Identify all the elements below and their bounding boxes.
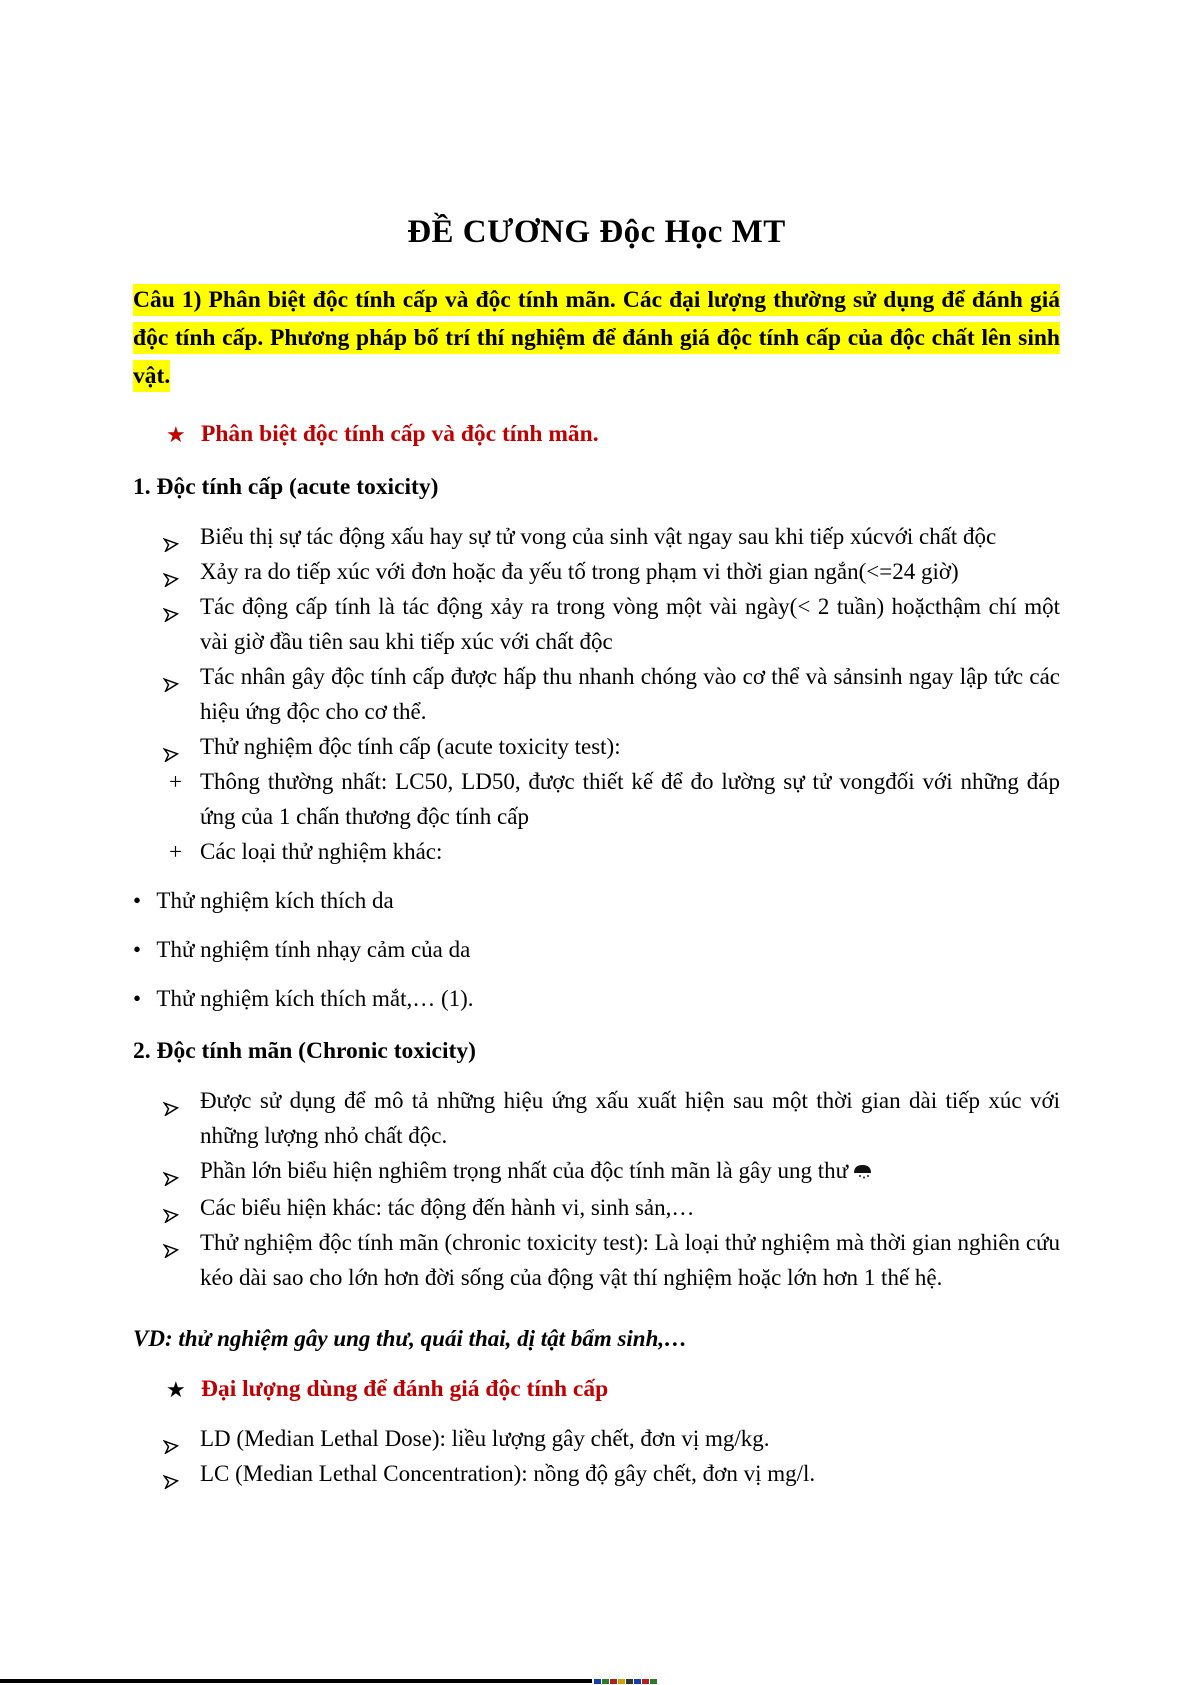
- arrow-bullet-icon: [163, 597, 179, 632]
- arrow-bullet-icon: [163, 1233, 179, 1268]
- list-item-text: Phần lớn biểu hiện nghiêm trọng nhất của độc tính mãn là gây ung thư: [200, 1158, 849, 1183]
- list-item: [133, 932, 1060, 967]
- plus-bullet: +: [169, 839, 182, 864]
- list-item: [133, 764, 1060, 834]
- dot-bullet: •: [133, 888, 142, 913]
- list-item-text: Thử nghiệm tính nhạy cảm của da: [156, 937, 471, 962]
- star-heading-measures-label: Đại lượng dùng để đánh giá độc tính cấp: [201, 1376, 609, 1402]
- arrow-bullet-icon: [163, 667, 179, 702]
- dot-bullet: •: [133, 986, 142, 1011]
- list-item-text: Thử nghiệm độc tính cấp (acute toxicity test):: [200, 734, 621, 759]
- star-heading-compare-label: Phân biệt độc tính cấp và độc tính mãn.: [201, 421, 599, 447]
- section-1-heading: 1. Độc tính cấp (acute toxicity): [133, 474, 439, 500]
- list-item: [133, 1190, 1060, 1225]
- list-item: [133, 1083, 1060, 1153]
- star-heading-compare: [133, 417, 1060, 452]
- list-item: [133, 554, 1060, 589]
- watermark-pixels: [594, 1679, 658, 1684]
- list-item-text: Thử nghiệm kích thích da: [156, 888, 394, 913]
- rain-cloud-icon: [852, 1155, 874, 1190]
- question-highlight-text: Câu 1) Phân biệt độc tính cấp và độc tính mãn. Các đại lượng thường sử dụng để đánh giá độc tính cấp. Phương pháp bố trí thí nghiệm để đánh giá độc tính cấp của độc chất lên sinh vật.: [133, 284, 1060, 392]
- arrow-bullet-icon: [163, 1464, 179, 1499]
- list-item-text: Thông thường nhất: LC50, LD50, được thiết kế để đo lường sự tử vongđối với những đáp ứng của 1 chấn thương độc tính cấp: [200, 769, 1060, 829]
- list-item: [133, 981, 1060, 1016]
- list-item: [133, 1225, 1060, 1295]
- list-item-text: LD (Median Lethal Dose): liều lượng gây chết, đơn vị mg/kg.: [200, 1426, 770, 1451]
- list-item: [133, 883, 1060, 918]
- list-item: [133, 1153, 1060, 1190]
- list-item-text: Tác động cấp tính là tác động xảy ra trong vòng một vài ngày(< 2 tuần) hoặcthậm chí một vài giờ đầu tiên sau khi tiếp xúc với chất độc: [200, 594, 1060, 654]
- list-item: [133, 834, 1060, 869]
- question-paragraph: [133, 281, 1060, 395]
- list-item: [133, 1456, 1060, 1491]
- list-item-text: Biểu thị sự tác động xấu hay sự tử vong của sinh vật ngay sau khi tiếp xúcvới chất độc: [200, 524, 997, 549]
- example-note: VD: thử nghiệm gây ung thư, quái thai, dị tật bẩm sinh,…: [133, 1326, 688, 1351]
- plus-bullet: +: [169, 769, 182, 794]
- footer-divider-line: [0, 1679, 592, 1683]
- list-item: [133, 659, 1060, 729]
- star-icon: ★: [166, 423, 186, 448]
- list-item: [133, 519, 1060, 554]
- list-item-text: Thử nghiệm kích thích mắt,… (1).: [156, 986, 474, 1011]
- list-item-text: LC (Median Lethal Concentration): nồng độ gây chết, đơn vị mg/l.: [200, 1461, 816, 1486]
- page-title: ĐỀ CƯƠNG Độc Học MT: [407, 214, 786, 250]
- list-item: [133, 729, 1060, 764]
- list-item: [133, 1421, 1060, 1456]
- list-item-text: Được sử dụng để mô tả những hiệu ứng xấu xuất hiện sau một thời gian dài tiếp xúc với những lượng nhỏ chất độc.: [200, 1088, 1060, 1148]
- arrow-bullet-icon: [163, 1091, 179, 1126]
- list-item: [133, 589, 1060, 659]
- list-item-text: Tác nhân gây độc tính cấp được hấp thu nhanh chóng vào cơ thể và sảnsinh ngay lập tức các hiệu ứng độc cho cơ thể.: [200, 664, 1060, 724]
- section-2-heading: 2. Độc tính mãn (Chronic toxicity): [133, 1038, 476, 1064]
- list-item-text: Thử nghiệm độc tính mãn (chronic toxicity test): Là loại thử nghiệm mà thời gian nghiên cứu kéo dài sao cho lớn hơn đời sống của động vật thí nghiệm hoặc lớn hơn 1 thế hệ.: [200, 1230, 1060, 1290]
- star-icon: ★: [166, 1378, 186, 1403]
- list-item-text: Các biểu hiện khác: tác động đến hành vi, sinh sản,…: [200, 1195, 695, 1220]
- dot-bullet: •: [133, 937, 142, 962]
- list-item-text: Xảy ra do tiếp xúc với đơn hoặc đa yếu tố trong phạm vi thời gian ngắn(<=24 giờ): [200, 559, 959, 584]
- list-item-text: Các loại thử nghiệm khác:: [200, 839, 443, 864]
- star-heading-measures: [133, 1372, 1060, 1407]
